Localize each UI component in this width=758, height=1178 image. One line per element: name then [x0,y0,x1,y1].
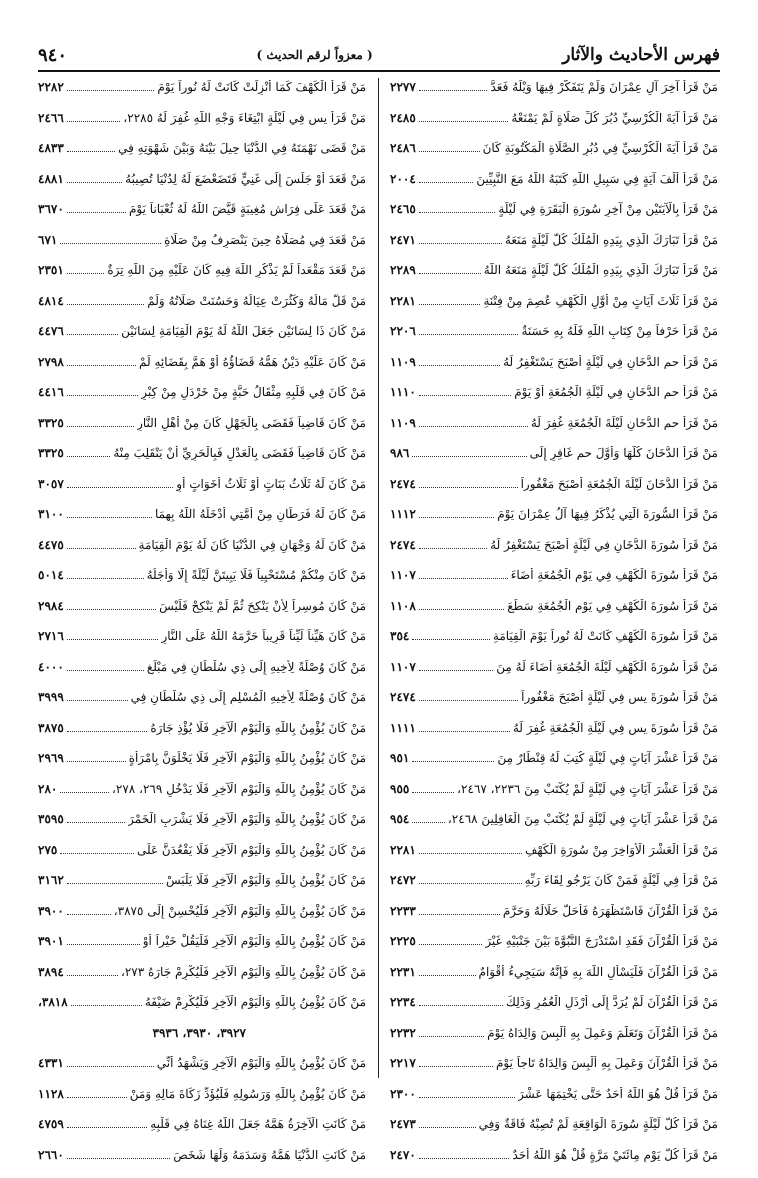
hadith-number: ٩٥٥ [390,782,409,797]
leader-dots [67,699,128,701]
leader-dots [419,1096,515,1098]
entry-text: مَنْ قَرَأَ يس فِي لَيْلَةٍ ابْتِغَاءَ وَجْهِ اللَّهِ غُفِرَ لَهُ ٢٢٨٥، [123,111,366,126]
hadith-number: ١١١٠ [390,385,416,400]
index-entry [38,477,366,508]
hadith-number: ٢٠٠٤ [390,172,416,187]
index-entry [38,416,366,447]
hadith-number: ٢٤٦٥ [390,202,416,217]
entry-text: مَنْ قَرَأَ الْقُرْآنَ فَلْيَسْأَلِ اللَّهَ بِهِ فَإِنَّهُ سَيَجِيءُ أَقْوَامٌ [479,965,718,980]
hadith-number: ٤٨٨١ [38,172,64,187]
hadith-number: ٣٥٩٥ [38,812,64,827]
entry-text: مَنْ قَرَأَ سُورَةَ الْكَهْفِ كَانَتْ لَهُ نُوراً يَوْمَ الْقِيَامَةِ [493,629,718,644]
index-entry [38,873,366,904]
index-title: فهرس الأحاديث والآثار [562,45,720,65]
index-entry [390,507,718,538]
hadith-number: ٢٢٢٥ [390,934,416,949]
entry-text: مَنْ قَرَأَ حَرْفاً مِنْ كِتَابِ اللَّهِ فَلَهُ بِهِ حَسَنَةٌ [521,324,718,339]
entry-text: مَنْ قَرَأَ بِالْآيَتَيْنِ مِنْ آخِرِ سُورَةِ الْبَقَرَةِ فِي لَيْلَةٍ [498,202,718,217]
index-entry [38,568,366,599]
index-entry [390,690,718,721]
leader-dots [67,1065,154,1067]
leader-dots [60,242,161,244]
entry-text: مَنْ كَانَ يُؤْمِنُ بِاللَّهِ وَالْيَوْمِ الْآخِرِ فَلْيَقُلْ خَيْراً أَوْ [143,934,366,949]
hadith-number: ٢٢١٧ [390,1056,416,1071]
hadith-number: ٢٤٦٦ [38,111,64,126]
index-entry [390,873,718,904]
leader-dots [412,455,526,457]
entry-text: مَنْ كَانَ يُؤْمِنُ بِاللَّهِ وَالْيَوْمِ الْآخِرِ فَلْيُحْسِنْ إِلَى ٣٨٧٥، [114,904,366,919]
hadith-number: ١١١١ [390,721,416,736]
index-entry [390,995,718,1026]
entry-text: مَنْ كَانَتِ الْآخِرَةُ هَمَّهُ جَعَلَ اللَّهُ غِنَاهُ فِي قَلْبِهِ [150,1117,366,1132]
leader-dots [67,181,122,183]
hadith-number: ١١٢٨ [38,1087,64,1102]
hadith-number: ٢٤٧٤ [390,477,416,492]
index-entry [390,202,718,233]
hadith-number: ٢٢٠٦ [390,324,416,339]
entry-text: مَنْ كَانَ وُصْلَةً لِأَخِيهِ إِلَى ذِي سُلْطَانٍ فِي مَبْلَغِ [147,660,366,675]
entry-text: مَنْ قَرَأَ حم الدُّخَانِ فِي لَيْلَةِ الْجُمُعَةِ أَوْ يَوْمَ [514,385,718,400]
index-entry [390,1026,718,1057]
hadith-number: ٢٢٨٩ [390,263,416,278]
hadith-number: ١١١٢ [390,507,416,522]
entry-text: مَنْ قَرَأَ الْقُرْآنَ وَتَعَلَّمَ وَعَمِلَ بِهِ أُلْبِسَ وَالِدَاهُ يَوْمَ [487,1026,718,1041]
left-column [38,80,366,1178]
leader-dots [67,333,118,335]
entry-text: مَنْ قَرَأَ أَلْفَ آيَةٍ فِي سَبِيلِ اللَّهِ كَتَبَهُ اللَّهُ مَعَ النَّبِيِّينَ [476,172,718,187]
leader-dots [67,1157,171,1159]
index-entry [38,1117,366,1148]
index-entry [390,324,718,355]
entry-text: مَنْ كَانَ مُوسِراً لِأَنْ يَنْكِحَ ثُمَّ لَمْ يَنْكِحْ فَلَيْسَ [159,599,366,614]
index-entry [390,263,718,294]
index-entry [38,446,366,477]
entry-text: مَنْ كَانَ يُؤْمِنُ بِاللَّهِ وَالْيَوْمِ الْآخِرِ فَلَا يَدْخُلِ ٢٦٩، ٢٧٨، [112,782,366,797]
hadith-number: ٢٩٦٩ [38,751,64,766]
entry-text: مَنْ قَرَأَ ثَلَاثَ آيَاتٍ مِنْ أَوَّلِ الْكَهْفِ عُصِمَ مِنْ فِتْنَةِ [483,294,718,309]
leader-dots [419,394,511,396]
leader-dots [412,791,454,793]
hadith-number: ١١٠٨ [390,599,416,614]
entry-text: مَنْ كَانَ يُؤْمِنُ بِاللَّهِ وَالْيَوْمِ الْآخِرِ فَلْيُكْرِمْ ضَيْفَهُ [145,995,366,1010]
index-entry [38,660,366,691]
hadith-number: ٣١٦٢ [38,873,64,888]
leader-dots [419,272,481,274]
hadith-number: ٢٣٠٠ [390,1087,416,1102]
index-entry [38,538,366,569]
hadith-number: ٣٩٩٩ [38,690,64,705]
entry-text: مَنْ قَرَأَ الْقُرْآنَ فَاسْتَظْهَرَهُ فَأَحَلَّ حَلَالَهُ وَحَرَّمَ [503,904,718,919]
leader-dots [419,425,528,427]
leader-dots [67,913,111,915]
index-entry [390,812,718,843]
index-entry [390,934,718,965]
hadith-number: ٢٣٥١ [38,263,64,278]
index-entry [390,1148,718,1178]
hadith-number: ٣٣٢٥ [38,446,64,461]
leader-dots [419,913,500,915]
entry-text: مَنْ كَانَ مِنْكُمْ مُسْتَحْيِياً فَلَا يَبِيتَنَّ لَيْلَةً إِلَّا وَأَجَلُهُ [147,568,366,583]
leader-dots [419,882,522,884]
index-entry [390,751,718,782]
index-subtitle: ( معزواً لرقم الحديث ) [257,48,373,62]
index-entry [38,263,366,294]
hadith-number: ٣٩٢٧، ٣٩٣٠، ٣٩٣٦ [153,1026,246,1041]
entry-text: مَنْ كَانَ عَلَيْهِ دَيْنٌ هَمُّهُ قَضَاؤُهُ أَوْ هَمَّ بِقَضَائِهِ لَمْ [139,355,366,370]
entry-text: مَنْ قَرَأَ سُورَةَ يس فِي لَيْلَةِ الْجُمُعَةِ غُفِرَ لَهُ [513,721,718,736]
hadith-number: ١١٠٧ [390,568,416,583]
index-entry [390,446,718,477]
leader-dots [67,120,121,122]
index-entry [390,782,718,813]
entry-text: مَنْ قَرَأَ الدُّخَانَ كُلَّهَا وَأَوَّلَ حم غَافِرٍ إِلَى [530,446,718,461]
index-entry [38,812,366,843]
hadith-number: ١١٠٧ [390,660,416,675]
leader-dots [67,364,136,366]
leader-dots [419,1035,484,1037]
hadith-number: ٤٨١٤ [38,294,64,309]
index-entry [38,202,366,233]
leader-dots [419,486,518,488]
hadith-number: ٣٠٥٧ [38,477,64,492]
hadith-number: ٣٣٢٥ [38,416,64,431]
index-entry [390,1056,718,1087]
leader-dots [419,120,509,122]
leader-dots [67,150,115,152]
entry-text: مَنْ كَانَ يُؤْمِنُ بِاللَّهِ وَرَسُولِهِ فَلْيُؤَدِّ زَكَاةَ مَالِهِ وَمَنْ [130,1087,366,1102]
hadith-number: ٣٨٧٥ [38,721,64,736]
entry-text: مَنْ قَرَأَ كُلَّ يَوْمٍ مِائَتَيْ مَرَّةٍ قُلْ هُوَ اللَّهُ أَحَدٌ [512,1148,718,1163]
entry-text: مَنْ قَرَأَ سُورَةَ الْكَهْفِ لَيْلَةَ الْجُمُعَةِ أَضَاءَ لَهُ مِنَ [496,660,718,675]
hadith-number: ٢٢٣٤ [390,995,416,1010]
hadith-number: ٢٤٨٥ [390,111,416,126]
entry-text: مَنْ قَرَأَ الْعَشْرَ الْأَوَاخِرَ مِنْ سُورَةِ الْكَهْفِ [525,843,718,858]
index-entry [38,782,366,813]
leader-dots [419,1065,493,1067]
entry-text: مَنْ قَعَدَ مَقْعَداً لَمْ يَذْكُرِ اللَّهَ فِيهِ كَانَ عَلَيْهِ مِنَ اللَّهِ تِرَةٌ [107,263,366,278]
index-entry [390,385,718,416]
entry-text: مَنْ كَانَ لَهُ فَرَطَانِ مِنْ أُمَّتِي أَدْخَلَهُ اللَّهُ بِهِمَا [155,507,366,522]
leader-dots [412,760,494,762]
leader-dots [419,211,496,213]
entry-text: مَنْ كَانَ هَيِّناً لَيِّناً قَرِيباً حَرَّمَهُ اللَّهُ عَلَى النَّارِ [161,629,366,644]
hadith-number: ٢٢٨١ [390,843,416,858]
hadith-number: ٢٤٧٤ [390,538,416,553]
hadith-number: ٩٥٤ [390,812,409,827]
index-entry [38,507,366,538]
index-entry [38,751,366,782]
leader-dots [419,364,500,366]
leader-dots [419,577,508,579]
hadith-number: ٢٢٣١ [390,965,416,980]
hadith-number: ٣٥٤ [390,629,409,644]
leader-dots [67,821,125,823]
entry-text: مَنْ قَرَأَ الْكَهْفَ كَمَا أُنْزِلَتْ كَانَتْ لَهُ نُوراً يَوْمَ [157,80,366,95]
hadith-number: ٢٢٧٧ [390,80,416,95]
entry-text: مَنْ قَلَّ مَالُهُ وَكَثُرَتْ عِيَالُهُ وَحَسُنَتْ صَلَاتُهُ وَلَمْ [147,294,366,309]
hadith-number: ٤٤١٦ [38,385,64,400]
entry-text: مَنْ كَانَتِ الدُّنْيَا هَمَّهُ وَسَدَمَهُ وَلَهَا شَخَصَ [173,1148,366,1163]
column-divider [378,78,379,1078]
hadith-number: ٤٧٥٩ [38,1117,64,1132]
index-entry [38,934,366,965]
index-entry [38,690,366,721]
leader-dots [67,974,118,976]
leader-dots [419,1126,476,1128]
leader-dots [67,882,163,884]
leader-dots [419,333,519,335]
hadith-number: ٣٨١٨، [38,995,68,1010]
hadith-number: ٢٢٨١ [390,294,416,309]
index-entry [38,355,366,386]
hadith-number: ٢٧٥ [38,843,57,858]
entry-text: مَنْ كَانَ وُصْلَةً لِأَخِيهِ الْمُسْلِمِ إِلَى ذِي سُلْطَانٍ فِي [131,690,366,705]
leader-dots [67,272,105,274]
leader-dots [67,547,136,549]
entry-text: مَنْ قَرَأَ سُورَةَ الدُّخَانِ فِي لَيْلَةٍ أَصْبَحَ يَسْتَغْفِرُ لَهُ [490,538,718,553]
entry-text: مَنْ كَانَ يُؤْمِنُ بِاللَّهِ وَالْيَوْمِ الْآخِرِ فَلَا يَخْلُوَنَّ بِامْرَأَةٍ [129,751,366,766]
entry-text: مَنْ قَضَى نَهْمَتَهُ فِي الدُّنْيَا حِيلَ بَيْنَهُ وَبَيْنَ شَهْوَتِهِ فِي [118,141,366,156]
entry-text: مَنْ قَرَأَ تَبَارَكَ الَّذِي بِيَدِهِ الْمُلْكُ كُلَّ لَيْلَةٍ مَنَعَهُ [505,233,718,248]
index-entry [38,324,366,355]
entry-text: مَنْ قَرَأَ آيَةَ الْكُرْسِيِّ فِي دُبُرِ الصَّلَاةِ الْمَكْتُوبَةِ كَانَ [483,141,718,156]
index-entry [390,568,718,599]
index-entry [390,172,718,203]
index-entry [390,416,718,447]
entry-text: مَنْ قَعَدَ عَلَى فِرَاشِ مُغِيبَةٍ قَيَّضَ اللَّهُ لَهُ ثُعْبَاناً يَوْمَ [129,202,366,217]
index-entry [38,80,366,111]
hadith-number: ٩٥١ [390,751,409,766]
leader-dots [419,89,488,91]
leader-dots [419,150,480,152]
index-entry [390,660,718,691]
leader-dots [419,242,502,244]
hadith-number: ٤٤٧٥ [38,538,64,553]
entry-text: مَنْ قَرَأَ آخِرَ آلِ عِمْرَانَ وَلَمْ يَتَفَكَّرْ فِيهَا وَيْلَهُ فَعَدَّ [490,80,718,95]
hadith-number: ٢٤٧٢ [390,873,416,888]
leader-dots [67,608,156,610]
entry-text: مَنْ قَرَأَ حم الدُّخَانِ لَيْلَةَ الْجُمُعَةِ غُفِرَ لَهُ [531,416,718,431]
index-entry [38,1056,366,1087]
index-entry [390,538,718,569]
index-entry [390,599,718,630]
entry-text: مَنْ قَعَدَ أَوْ جَلَسَ إِلَى غَنِيٍّ فَتَضَعْضَعَ لَهُ لِدُنْيَا تُصِيبُهُ [125,172,366,187]
entry-text: مَنْ قَرَأَ قُلْ هُوَ اللَّهُ أَحَدٌ حَتَّى يَخْتِمَهَا عَشْرَ [518,1087,718,1102]
entry-text: مَنْ كَانَ يُؤْمِنُ بِاللَّهِ وَالْيَوْمِ الْآخِرِ وَيَشْهَدُ أَنِّي [157,1056,366,1071]
entry-text: مَنْ كَانَ يُؤْمِنُ بِاللَّهِ وَالْيَوْمِ الْآخِرِ فَلَا يَقْعُدَنَّ عَلَى [137,843,366,858]
hadith-number: ٥٠١٤ [38,568,64,583]
hadith-number: ٢٩٨٤ [38,599,64,614]
leader-dots [419,669,493,671]
leader-dots [419,730,510,732]
index-entry [38,141,366,172]
entry-text: مَنْ قَرَأَ الْقُرْآنَ لَمْ يُرَدَّ إِلَى أَرْذَلِ الْعُمُرِ وَذَلِكَ [506,995,718,1010]
leader-dots [419,181,474,183]
leader-dots [67,89,155,91]
leader-dots [419,516,494,518]
entry-text: مَنْ قَرَأَ كُلَّ لَيْلَةٍ سُورَةَ الْوَاقِعَةِ لَمْ تُصِبْهُ فَاقَةٌ وَفِي [479,1117,718,1132]
leader-dots [67,425,134,427]
leader-dots [67,211,126,213]
index-entry [390,477,718,508]
index-entry [38,111,366,142]
hadith-number: ٢٢٣٢ [390,1026,416,1041]
index-entry [390,111,718,142]
leader-dots [67,669,144,671]
leader-dots [419,974,476,976]
index-entry [38,172,366,203]
entry-text: مَنْ قَرَأَ سُورَةَ يس فِي لَيْلَةٍ أَصْبَحَ مَغْفُوراً [521,690,718,705]
hadith-number: ٢٨٠ [38,782,57,797]
index-entry [390,294,718,325]
leader-dots [67,577,144,579]
index-entry [38,995,366,1026]
entry-text: مَنْ كَانَ فِي قَلْبِهِ مِثْقَالُ حَبَّةٍ مِنْ خَرْدَلٍ مِنْ كِبْرٍ [141,385,366,400]
index-entry [390,233,718,264]
leader-dots [67,1096,127,1098]
entry-text: مَنْ قَرَأَ سُورَةَ الْكَهْفِ فِي يَوْمِ الْجُمُعَةِ سَطَعَ [507,599,718,614]
leader-dots [71,1004,142,1006]
hadith-number: ٢٢٣٣ [390,904,416,919]
leader-dots [419,1004,503,1006]
hadith-number: ٢٤٨٦ [390,141,416,156]
leader-dots [67,730,148,732]
index-entry [38,721,366,752]
hadith-number: ٢٤٧٠ [390,1148,416,1163]
entry-text: مَنْ قَرَأَ الْقُرْآنَ فَقَدِ اسْتَدْرَجَ النُّبُوَّةَ بَيْنَ جَنْبَيْهِ غَيْرَ [485,934,718,949]
entry-text: مَنْ كَانَ يُؤْمِنُ بِاللَّهِ وَالْيَوْمِ الْآخِرِ فَلْيُكْرِمْ جَارَهُ ٢٧٣، [121,965,366,980]
index-entry [38,904,366,935]
index-entry [390,721,718,752]
entry-text: مَنْ قَرَأَ الدُّخَانَ لَيْلَةَ الْجُمُعَةِ أَصْبَحَ مَغْفُوراً [521,477,718,492]
leader-dots [67,394,138,396]
index-entry [38,294,366,325]
entry-text: مَنْ كَانَ قَاضِياً فَقَضَى بِالْجَهْلِ كَانَ مِنْ أَهْلِ النَّارِ [137,416,366,431]
page-header [38,40,720,72]
index-entry [390,141,718,172]
entry-text: مَنْ كَانَ لَهُ وَجْهَانِ فِي الدُّنْيَا كَانَ لَهُ يَوْمَ الْقِيَامَةِ [139,538,366,553]
leader-dots [419,852,522,854]
leader-dots [67,455,111,457]
hadith-number: ٣٦٧٠ [38,202,64,217]
entry-text: مَنْ قَرَأَ عَشْرَ آيَاتٍ فِي لَيْلَةٍ لَمْ يُكْتَبْ مِنَ ٢٢٣٦، ٢٤٦٧، [457,782,718,797]
hadith-number: ٢٧١٦ [38,629,64,644]
leader-dots [67,486,174,488]
leader-dots [412,821,445,823]
hadith-number: ٣٩٠٠ [38,904,64,919]
hadith-number: ٣١٠٠ [38,507,64,522]
entry-text: مَنْ كَانَ لَهُ ثَلَاثُ بَنَاتٍ أَوْ ثَلَاثُ أَخَوَاتٍ أَوِ [176,477,366,492]
leader-dots [67,760,126,762]
hadith-number: ٣٨٩٤ [38,965,64,980]
index-entry [38,385,366,416]
index-entry [390,80,718,111]
leader-dots [67,303,145,305]
index-entry [38,965,366,996]
index-entry [390,904,718,935]
entry-text: مَنْ قَرَأَ عَشْرَ آيَاتٍ فِي لَيْلَةٍ لَمْ يُكْتَبْ مِنَ الْغَافِلِينَ ٢٤٦٨، [448,812,718,827]
hadith-number: ٦٧١ [38,233,57,248]
leader-dots [60,791,109,793]
index-entry [38,1148,366,1178]
index-entry [390,843,718,874]
entry-text: مَنْ قَرَأَ السُّورَةَ الَّتِي يُذْكَرُ فِيهَا آلُ عِمْرَانَ يَوْمَ [497,507,718,522]
leader-dots [419,303,481,305]
index-entry [38,629,366,660]
entry-text: مَنْ كَانَ يُؤْمِنُ بِاللَّهِ وَالْيَوْمِ الْآخِرِ فَلَا يَلْبَسْ [166,873,366,888]
hadith-number: ١١٠٩ [390,355,416,370]
entry-text: مَنْ قَرَأَ آيَةَ الْكُرْسِيِّ دُبُرَ كُلِّ صَلَاةٍ لَمْ يَمْنَعْهُ [511,111,718,126]
hadith-number: ٩٨٦ [390,446,409,461]
index-entry [390,629,718,660]
index-entry [38,1026,366,1057]
entry-text: مَنْ قَرَأَ الْقُرْآنَ وَعَمِلَ بِهِ أُلْبِسَ وَالِدَاهُ تَاجاً يَوْمَ [496,1056,718,1071]
entry-text: مَنْ قَرَأَ عَشْرَ آيَاتٍ فِي لَيْلَةٍ كُتِبَ لَهُ قِنْطَارٌ مِنَ [497,751,718,766]
hadith-number: ٤٨٣٣ [38,141,64,156]
entry-text: مَنْ كَانَ يُؤْمِنُ بِاللَّهِ وَالْيَوْمِ الْآخِرِ فَلَا يَشْرَبِ الْخَمْرَ [128,812,366,827]
leader-dots [419,1157,510,1159]
hadith-number: ١١٠٩ [390,416,416,431]
hadith-number: ٤٣٣١ [38,1056,64,1071]
hadith-number: ٢٧٩٨ [38,355,64,370]
hadith-number: ٢٤٧٤ [390,690,416,705]
hadith-number: ٤٤٧٦ [38,324,64,339]
hadith-number: ٢٦٦٠ [38,1148,64,1163]
hadith-number: ٢٤٧١ [390,233,416,248]
hadith-number: ٤٠٠٠ [38,660,64,675]
leader-dots [60,852,134,854]
entry-text: مَنْ كَانَ قَاضِياً فَقَضَى بِالْعَدْلِ فَبِالْحَرِيِّ أَنْ يَنْقَلِبَ مِنْهُ [113,446,366,461]
leader-dots [67,516,152,518]
entry-text: مَنْ قَعَدَ فِي مُصَلَّاهُ حِينَ يَنْصَرِفُ مِنْ صَلَاةِ [164,233,366,248]
index-entry [390,1117,718,1148]
right-column [390,80,718,1178]
leader-dots [419,699,518,701]
leader-dots [67,1126,147,1128]
entry-text: مَنْ قَرَأَ حم الدُّخَانِ فِي لَيْلَةٍ أَصْبَحَ يَسْتَغْفِرُ لَهُ [503,355,718,370]
entry-text: مَنْ قَرَأَ سُورَةَ الْكَهْفِ فِي يَوْمِ الْجُمُعَةِ أَضَاءَ [511,568,718,583]
hadith-number: ٣٩٠١ [38,934,64,949]
index-entry [38,843,366,874]
leader-dots [419,608,504,610]
entry-text: مَنْ قَرَأَ تَبَارَكَ الَّذِي بِيَدِهِ الْمُلْكُ كُلَّ لَيْلَةٍ مَنَعَهُ اللَّهُ [484,263,718,278]
leader-dots [419,547,487,549]
index-entry [390,355,718,386]
leader-dots [67,638,159,640]
hadith-number: ٢٢٨٢ [38,80,64,95]
leader-dots [419,943,483,945]
hadith-number: ٢٤٧٣ [390,1117,416,1132]
entry-text: مَنْ كَانَ يُؤْمِنُ بِاللَّهِ وَالْيَوْمِ الْآخِرِ فَلَا يُؤْذِ جَارَهُ [150,721,366,736]
entry-text: مَنْ قَرَأَ فِي لَيْلَةٍ فَمَنْ كَانَ يَرْجُو لِقَاءَ رَبِّهِ [525,873,718,888]
entry-text: مَنْ كَانَ ذَا لِسَانَيْنِ جَعَلَ اللَّهُ لَهُ يَوْمَ الْقِيَامَةِ لِسَانَيْنِ [121,324,366,339]
index-entry [390,965,718,996]
index-entry [38,233,366,264]
leader-dots [412,638,490,640]
leader-dots [67,943,140,945]
index-entry [38,599,366,630]
page-number: ٩٤٠ [38,45,67,66]
